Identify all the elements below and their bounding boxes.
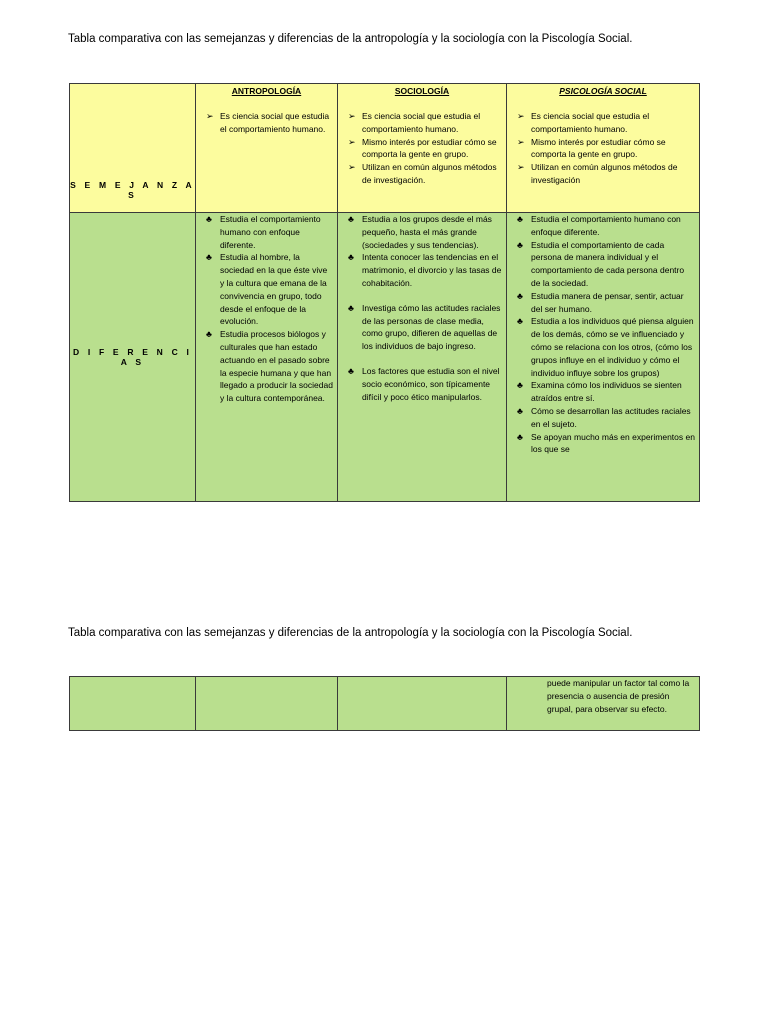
list-item (507, 405, 699, 431)
club-bullet-icon: ♣ (517, 214, 523, 224)
list-item (507, 379, 699, 405)
psicologia-semejanzas-cell (507, 84, 700, 213)
diferencias-row (70, 213, 700, 502)
club-bullet-icon: ♣ (517, 405, 523, 416)
list-item (196, 110, 337, 136)
list-item-text: Estudia a los grupos desde el más pequeño, hasta el más grande (sociedades y sus tendencias). (362, 214, 492, 250)
club-bullet-icon: ♣ (517, 431, 523, 442)
list-item-text: Investiga cómo las actitudes raciales de las personas de clase media, como grupo, difieren de aquellas de los individuos de bajo ingreso. (362, 302, 501, 352)
arrow-bullet-icon: ➢ (517, 136, 525, 147)
list-item (338, 251, 506, 289)
sociologia-semejanzas-cell (338, 84, 507, 213)
continuation-label-cell (70, 677, 196, 731)
arrow-bullet-icon: ➢ (206, 111, 214, 121)
list-item (507, 110, 699, 136)
list-item-text: Mismo interés por estudiar cómo se comporta la gente en grupo. (362, 136, 497, 160)
list-item-text: Estudia a los individuos qué piensa alguien de los demás, cómo se ve influenciado y cómo se relaciona con los otros, (cómo los grupos influye en el individuo y cómo el individuo influye sobre los grupos) (531, 316, 694, 378)
list-item-text: Examina cómo los individuos se sienten atraídos entre sí. (531, 380, 682, 404)
list-item (507, 213, 699, 239)
list-item-text: Estudia manera de pensar, sentir, actuar del ser humano. (531, 290, 684, 314)
sociologia-semejanzas-list (338, 110, 506, 187)
list-item (338, 136, 506, 162)
continuation-sociologia-cell (338, 677, 507, 731)
psicologia-diferencias-cell (507, 213, 700, 502)
sociologia-diferencias-cell (338, 213, 507, 502)
arrow-bullet-icon: ➢ (517, 162, 525, 173)
arrow-bullet-icon: ➢ (348, 111, 356, 121)
list-item-text: Estudia el comportamiento de cada persona de manera individual y el comportamiento de cada persona dentro de la sociedad. (531, 239, 685, 288)
club-bullet-icon: ♣ (206, 214, 212, 224)
list-item-text: Utilizan en común algunos métodos de investigación (531, 162, 678, 185)
continuation-title: Tabla comparativa con las semejanzas y diferencias de la antropología y la sociología con la Piscología Social. (68, 627, 633, 639)
semejanzas-label-cell (70, 84, 196, 213)
club-bullet-icon: ♣ (206, 252, 212, 263)
club-bullet-icon: ♣ (348, 214, 354, 224)
list-item-text: Es ciencia social que estudia el comportamiento humano. (362, 111, 481, 134)
list-item (507, 136, 699, 162)
header-psicologia-social: PSICOLOGÍA SOCIAL (559, 86, 647, 96)
list-item (338, 110, 506, 136)
list-item (338, 161, 506, 187)
list-item (507, 161, 699, 187)
club-bullet-icon: ♣ (348, 252, 354, 263)
list-item-text: Mismo interés por estudiar cómo se comporta la gente en grupo. (531, 136, 666, 160)
list-item (196, 213, 337, 251)
header-antropologia: ANTROPOLOGÍA (231, 86, 302, 96)
continuation-table (69, 676, 700, 731)
antropologia-semejanzas-list (196, 110, 337, 136)
club-bullet-icon: ♣ (348, 302, 354, 313)
continuation-psicologia-text: puede manipular un factor tal como la presencia o ausencia de presión grupal, para observar su efecto. (547, 678, 690, 714)
list-item-text: Estudia el comportamiento humano con enfoque diferente. (531, 214, 681, 237)
diferencias-label-cell (70, 213, 196, 502)
list-item-text: Estudia procesos biólogos y culturales que han estado actuando en el pasado sobre la especie humana y que han llegado a producir la sociedad y la cultura contemporánea. (220, 329, 333, 404)
semejanzas-row (70, 84, 700, 213)
club-bullet-icon: ♣ (206, 329, 212, 340)
list-item-text: Intenta conocer las tendencias en el matrimonio, el divorcio y las tasas de cohabitación. (362, 252, 502, 288)
list-item (196, 328, 337, 405)
list-item-text: Los factores que estudia son el nivel socio económico, son típicamente difícil y poco ético manipularlos. (362, 365, 500, 402)
list-item (338, 302, 506, 353)
list-item-text: Es ciencia social que estudia el comportamiento humano. (531, 111, 650, 134)
list-item (507, 315, 699, 379)
list-item (338, 365, 506, 403)
club-bullet-icon: ♣ (348, 365, 354, 376)
antropologia-diferencias-list (196, 213, 337, 405)
list-item (196, 251, 337, 328)
arrow-bullet-icon: ➢ (348, 162, 356, 173)
list-item (507, 431, 699, 457)
club-bullet-icon: ♣ (517, 316, 523, 327)
diferencias-label: D I F E R E N C I A S (72, 347, 193, 367)
arrow-bullet-icon: ➢ (348, 136, 356, 147)
comparison-table (69, 83, 700, 502)
continuation-psicologia-cell (507, 677, 700, 731)
semejanzas-label: S E M E J A N Z A S (70, 180, 195, 200)
page-title: Tabla comparativa con las semejanzas y diferencias de la antropología y la sociología con la Piscología Social. (68, 33, 633, 45)
list-item-text: Estudia el comportamiento humano con enfoque diferente. (220, 214, 321, 250)
continuation-antropologia-cell (196, 677, 338, 731)
continuation-row (70, 677, 700, 731)
arrow-bullet-icon: ➢ (517, 111, 525, 121)
list-item (507, 290, 699, 316)
list-item-text: Estudia al hombre, la sociedad en la que éste vive y la cultura que emana de la convivencia en grupo, todo desde el enfoque de la evolución. (220, 252, 328, 327)
header-sociologia: SOCIOLOGÍA (394, 86, 450, 96)
sociologia-diferencias-list (338, 213, 506, 403)
club-bullet-icon: ♣ (517, 380, 523, 391)
club-bullet-icon: ♣ (517, 290, 523, 301)
list-item-text: Se apoyan mucho más en experimentos en los que se (531, 431, 695, 455)
antropologia-semejanzas-cell (196, 84, 338, 213)
psicologia-semejanzas-list (507, 110, 699, 187)
list-item (338, 213, 506, 251)
list-item-text: Cómo se desarrollan las actitudes raciales en el sujeto. (531, 405, 691, 429)
psicologia-diferencias-list (507, 213, 699, 456)
list-item-text: Utilizan en común algunos métodos de investigación. (362, 162, 497, 185)
list-item (507, 239, 699, 290)
club-bullet-icon: ♣ (517, 239, 523, 250)
list-item-text: Es ciencia social que estudia el comportamiento humano. (220, 111, 330, 134)
antropologia-diferencias-cell (196, 213, 338, 502)
